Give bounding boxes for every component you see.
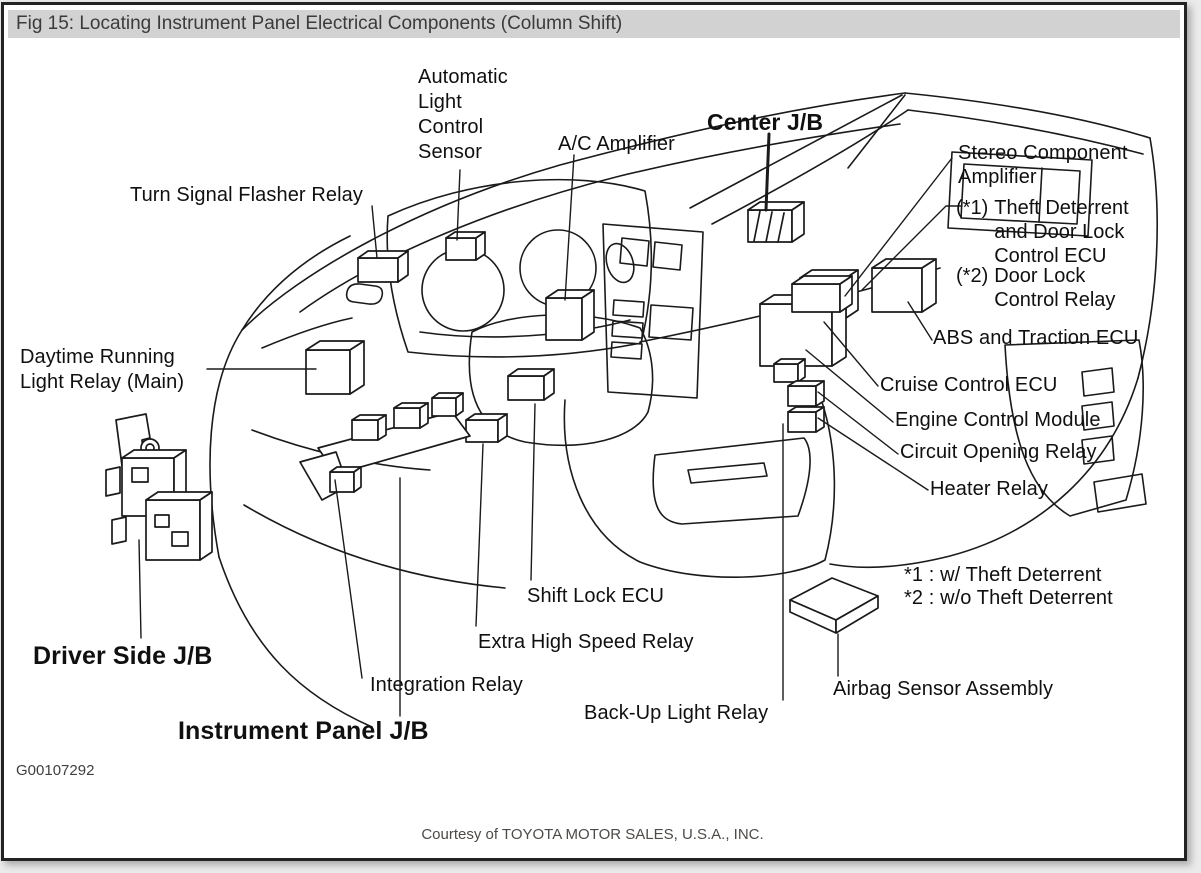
label-stereo-component-amplifier: Stereo Component Amplifier <box>958 142 1128 189</box>
label-circuit-opening-relay: Circuit Opening Relay <box>900 441 1097 463</box>
label-engine-control-module: Engine Control Module <box>895 409 1101 431</box>
label-door-lock-prefix: (*2) <box>956 265 989 287</box>
label-door-lock-text: Door Lock Control Relay <box>994 265 1116 311</box>
label-instrument-panel-jb: Instrument Panel J/B <box>178 717 429 745</box>
label-extra-high-speed-relay: Extra High Speed Relay <box>478 631 694 653</box>
label-turn-signal-flasher-relay: Turn Signal Flasher Relay <box>130 184 363 206</box>
footnote-theft-deterrent-1: *1 : w/ Theft Deterrent <box>904 564 1102 586</box>
label-cruise-control-ecu: Cruise Control ECU <box>880 374 1058 396</box>
label-backup-light-relay: Back-Up Light Relay <box>584 702 769 724</box>
figure-code: G00107292 <box>16 762 95 779</box>
label-driver-side-jb: Driver Side J/B <box>33 642 213 670</box>
courtesy-note: Courtesy of TOYOTA MOTOR SALES, U.S.A., INC. <box>421 826 764 843</box>
label-shift-lock-ecu: Shift Lock ECU <box>527 585 665 607</box>
footnote-theft-deterrent-2: *2 : w/o Theft Deterrent <box>904 587 1113 609</box>
label-center-jb: Center J/B <box>707 109 824 135</box>
label-theft-deterrent-prefix: (*1) <box>956 197 989 219</box>
figure-title: Fig 15: Locating Instrument Panel Electrical Components (Column Shift) <box>16 13 623 34</box>
label-theft-deterrent-text: Theft Deterrent and Door Lock Control ECU <box>994 197 1129 267</box>
label-abs-traction-ecu: ABS and Traction ECU <box>933 327 1139 349</box>
label-heater-relay: Heater Relay <box>930 478 1048 500</box>
label-airbag-sensor-assembly: Airbag Sensor Assembly <box>833 678 1054 700</box>
figure-panel <box>1 2 1187 861</box>
label-integration-relay: Integration Relay <box>370 674 523 696</box>
figure-title-bar <box>8 10 1180 38</box>
label-daytime-running-light-relay: Daytime Running Light Relay (Main) <box>20 346 185 393</box>
label-ac-amplifier: A/C Amplifier <box>558 133 675 155</box>
label-automatic-light-control-sensor: Automatic Light Control Sensor <box>418 66 508 163</box>
